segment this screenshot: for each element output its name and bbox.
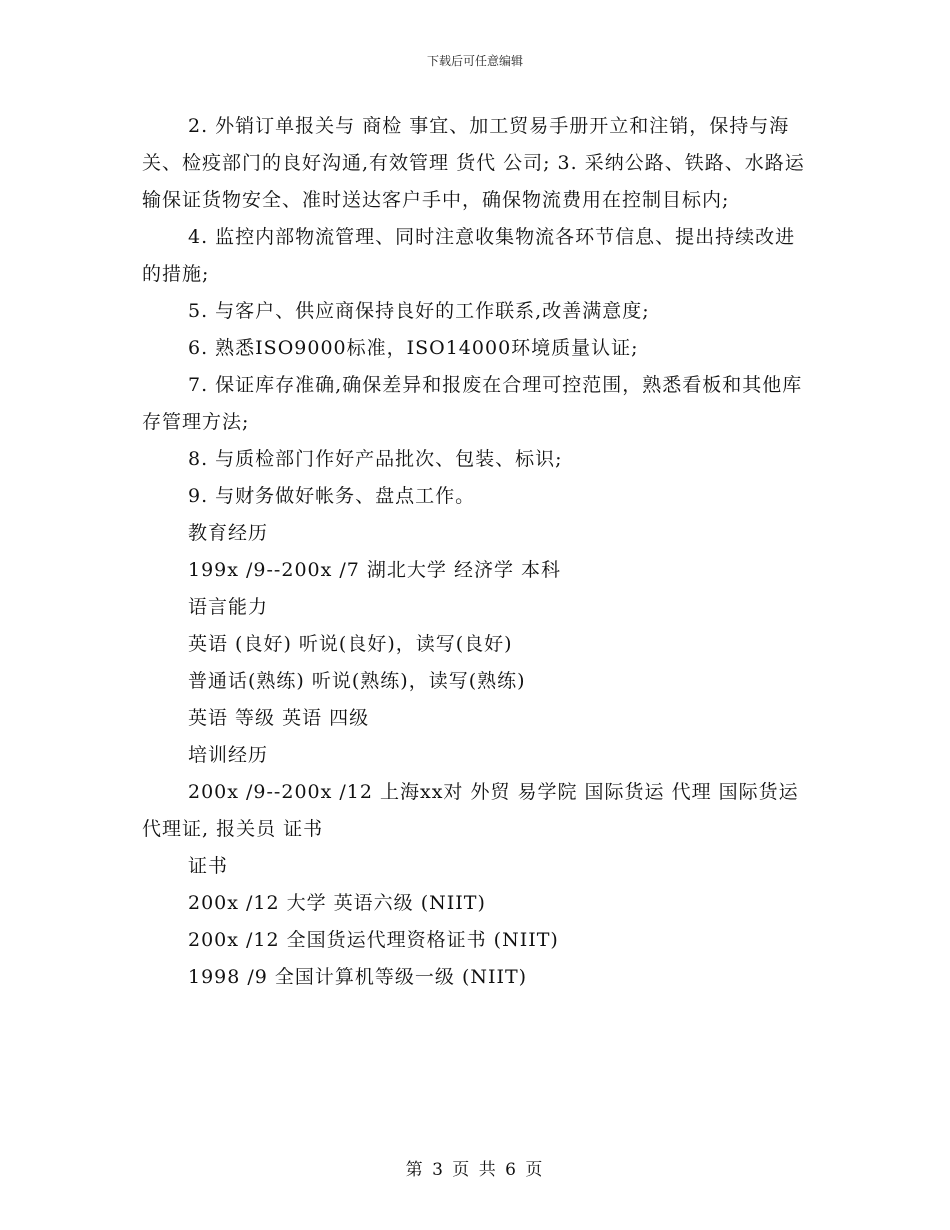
paragraph-duty-5: 5. 与客户、供应商保持良好的工作联系,改善满意度; [188, 300, 650, 322]
certificate-entry-2: 200x /12 全国货运代理资格证书 (NIIT) [188, 929, 559, 951]
certificate-entry-3: 1998 /9 全国计算机等级一级 (NIIT) [188, 966, 528, 988]
paragraph-duty-7: 7. 保证库存准确,确保差异和报废在合理可控范围，熟悉看板和其他库存管理方法; [142, 374, 803, 433]
paragraph-duty-9: 9. 与财务做好帐务、盘点工作。 [188, 485, 476, 507]
section-title-language: 语言能力 [188, 596, 269, 618]
document-body [142, 108, 812, 996]
page-header: 下载后可任意编辑 [426, 54, 523, 68]
language-entry-english: 英语 (良好) 听说(良好)，读写(良好) [188, 633, 513, 655]
paragraph-duty-8: 8. 与质检部门作好产品批次、包装、标识; [188, 448, 563, 470]
language-entry-english-level: 英语 等级 英语 四级 [188, 707, 370, 729]
section-title-education: 教育经历 [188, 522, 269, 544]
section-title-training: 培训经历 [188, 744, 269, 766]
training-entry: 200x /9--200x /12 上海xx对 外贸 易学院 国际货运 代理 国际货运 代理证, 报关员 证书 [142, 781, 799, 840]
section-title-certificates: 证书 [188, 855, 229, 877]
paragraph-duty-6: 6. 熟悉ISO9000标准，ISO14000环境质量认证; [188, 337, 639, 359]
paragraph-duty-2-3: 2. 外销订单报关与 商检 事宜、加工贸易手册开立和注销，保持与海关、检疫部门的良好沟通,有效管理 货代 公司; 3. 采纳公路、铁路、水路运输保证货物安全、准时送达客户手中，确保物流费用在控制目标内; [142, 115, 805, 211]
page-footer: 第 3 页 共 6 页 [405, 1160, 545, 1180]
education-entry: 199x /9--200x /7 湖北大学 经济学 本科 [188, 559, 561, 581]
language-entry-mandarin: 普通话(熟练) 听说(熟练)，读写(熟练) [188, 670, 526, 692]
certificate-entry-1: 200x /12 大学 英语六级 (NIIT) [188, 892, 486, 914]
paragraph-duty-4: 4. 监控内部物流管理、同时注意收集物流各环节信息、提出持续改进的措施; [142, 226, 796, 285]
